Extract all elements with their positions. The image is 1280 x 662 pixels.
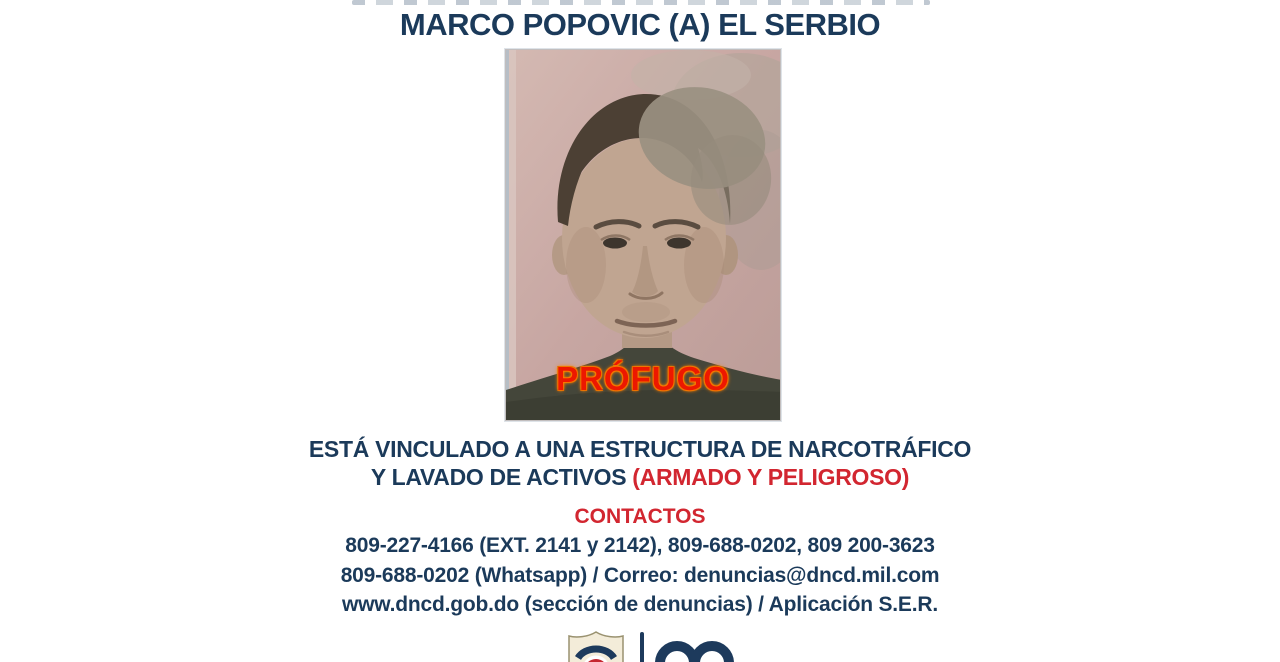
statement-line-1: ESTÁ VINCULADO A UNA ESTRUCTURA DE NARCOTRÁFICO — [308, 436, 972, 462]
logo-divider — [640, 632, 644, 662]
statement-line-2 — [0, 464, 1280, 491]
contact-whatsapp-email: 809-688-0202 (Whatsapp) / Correo: denuncias@dncd.mil.com — [340, 564, 940, 587]
statement-line-2-warning: (ARMADO Y PELIGROSO) — [632, 464, 910, 490]
footer-logos — [0, 626, 1280, 662]
fugitive-status-overlay: PRÓFUGO — [556, 360, 730, 397]
contacts-heading: CONTACTOS — [574, 505, 706, 528]
contact-web-app: www.dncd.gob.do (sección de denuncias) / Aplicación S.E.R. — [342, 593, 938, 616]
fugitive-photo — [505, 49, 781, 421]
cropped-text-remnant — [352, 0, 930, 5]
contact-phones: 809-227-4166 (EXT. 2141 y 2142), 809-688-0202, 809 200-3623 — [345, 534, 935, 557]
infinity-logo-icon — [652, 637, 740, 662]
statement-line-2-navy: Y LAVADO DE ACTIVOS — [370, 464, 627, 490]
fugitive-name-title: MARCO POPOVIC (A) EL SERBIO — [399, 7, 881, 42]
dncd-crest-icon — [564, 629, 628, 662]
